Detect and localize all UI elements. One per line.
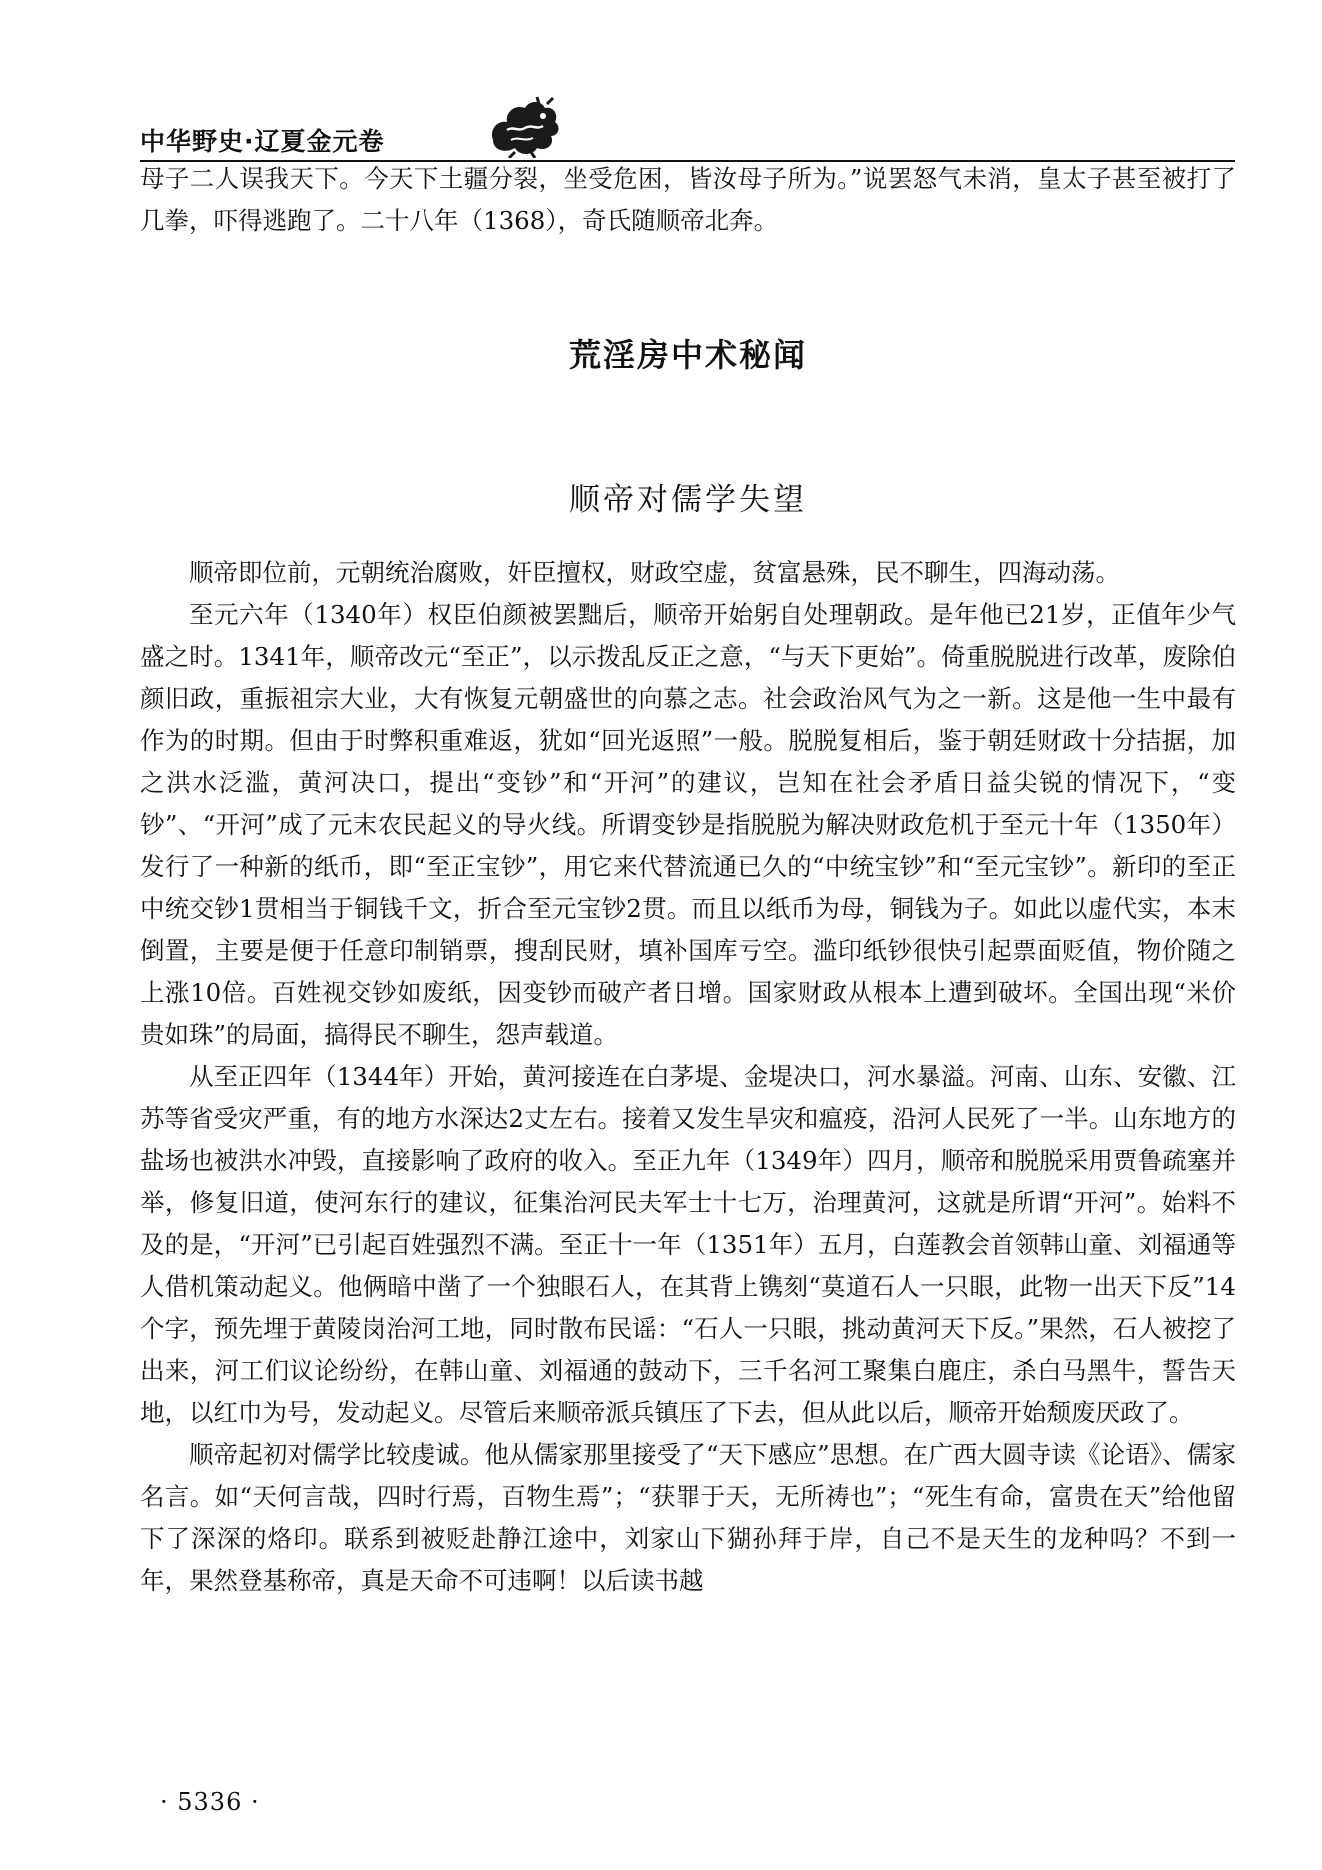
paragraph: 从至正四年（1344年）开始，黄河接连在白茅堤、金堤决口，河水暴溢。河南、山东、安徽、江苏等省受灾严重，有的地方水深达2丈左右。接着又发生旱灾和瘟疫，沿河人民死了一半。山东地方的盐场也被洪水冲毁，直接影响了政府的收入。至正九年（1349年）四月，顺帝和脱脱采用贾鲁疏塞并举，修复旧道，使河东行的建议，征集治河民夫军士十七万，治理黄河，这就是所谓“开河”。始料不及的是，“开河”已引起百姓强烈不满。至正十一年（1351年）五月，白莲教会首领韩山童、刘福通等人借机策动起义。他俩暗中凿了一个独眼石人，在其背上镌刻“莫道石人一只眼，此物一出天下反”14个字，预先埋于黄陵岗治河工地，同时散布民谣：“石人一只眼，挑动黄河天下反。”果然，石人被挖了出来，河工们议论纷纷，在韩山童、刘福通的鼓动下，三千名河工聚集白鹿庄，杀白马黑牛，誓告天地，以红巾为号，发动起义。尽管后来顺帝派兵镇压了下去，但从此以后，顺帝开始颓废厌政了。 (140, 1062, 1236, 1427)
intro-text (140, 158, 1236, 242)
paragraph: 顺帝即位前，元朝统治腐败，奸臣擅权，财政空虚，贫富悬殊，民不聊生，四海动荡。 (189, 558, 1120, 587)
page-number: · 5336 · (160, 1788, 260, 1816)
page-header (140, 96, 1240, 156)
dragon-emblem-icon (485, 96, 563, 158)
section-body (140, 552, 1236, 1602)
paragraph: 顺帝起初对儒学比较虔诚。他从儒家那里接受了“天下感应”思想。在广西大圆寺读《论语》、儒家名言。如“天何言哉，四时行焉，百物生焉”；“获罪于天，无所祷也”；“死生有命，富贵在天”给他留下了深深的烙印。联系到被贬赴静江途中，刘家山下猢孙拜于岸，自己不是天生的龙种吗？不到一年，果然登基称帝，真是天命不可违啊！以后读书越 (140, 1440, 1236, 1595)
paragraph: 至元六年（1340年）权臣伯颜被罢黜后，顺帝开始躬自处理朝政。是年他已21岁，正值年少气盛之时。1341年，顺帝改元“至正”，以示拨乱反正之意，“与天下更始”。倚重脱脱进行改革，废除伯颜旧政，重振祖宗大业，大有恢复元朝盛世的向慕之志。社会政治风气为之一新。这是他一生中最有作为的时期。但由于时弊积重难返，犹如“回光返照”一般。脱脱复相后，鉴于朝廷财政十分拮据，加之洪水泛滥，黄河决口，提出“变钞”和“开河”的建议，岂知在社会矛盾日益尖锐的情况下，“变钞”、“开河”成了元末农民起义的导火线。所谓变钞是指脱脱为解决财政危机于至元十年（1350年）发行了一种新的纸币，即“至正宝钞”，用它来代替流通已久的“中统宝钞”和“至元宝钞”。新印的至正中统交钞1贯相当于铜钱千文，折合至元宝钞2贯。而且以纸币为母，铜钱为子。如此以虚代实，本末倒置，主要是便于任意印制销票，搜刮民财，填补国库亏空。滥印纸钞很快引起票面贬值，物价随之上涨10倍。百姓视交钞如废纸，因变钞而破产者日增。国家财政从根本上遭到破坏。全国出现“米价贵如珠”的局面，搞得民不聊生，怨声载道。 (140, 600, 1236, 1049)
intro-paragraph: 母子二人误我天下。今天下土疆分裂，坐受危困，皆汝母子所为。”说罢怒气未消，皇太子甚至被打了几拳，吓得逃跑了。二十八年（1368），奇氏随顺帝北奔。 (140, 164, 1236, 235)
chapter-title: 荒淫房中术秘闻 (568, 336, 807, 374)
book-title: 中华野史·辽夏金元卷 (140, 127, 385, 156)
section-title: 顺帝对儒学失望 (569, 482, 807, 518)
